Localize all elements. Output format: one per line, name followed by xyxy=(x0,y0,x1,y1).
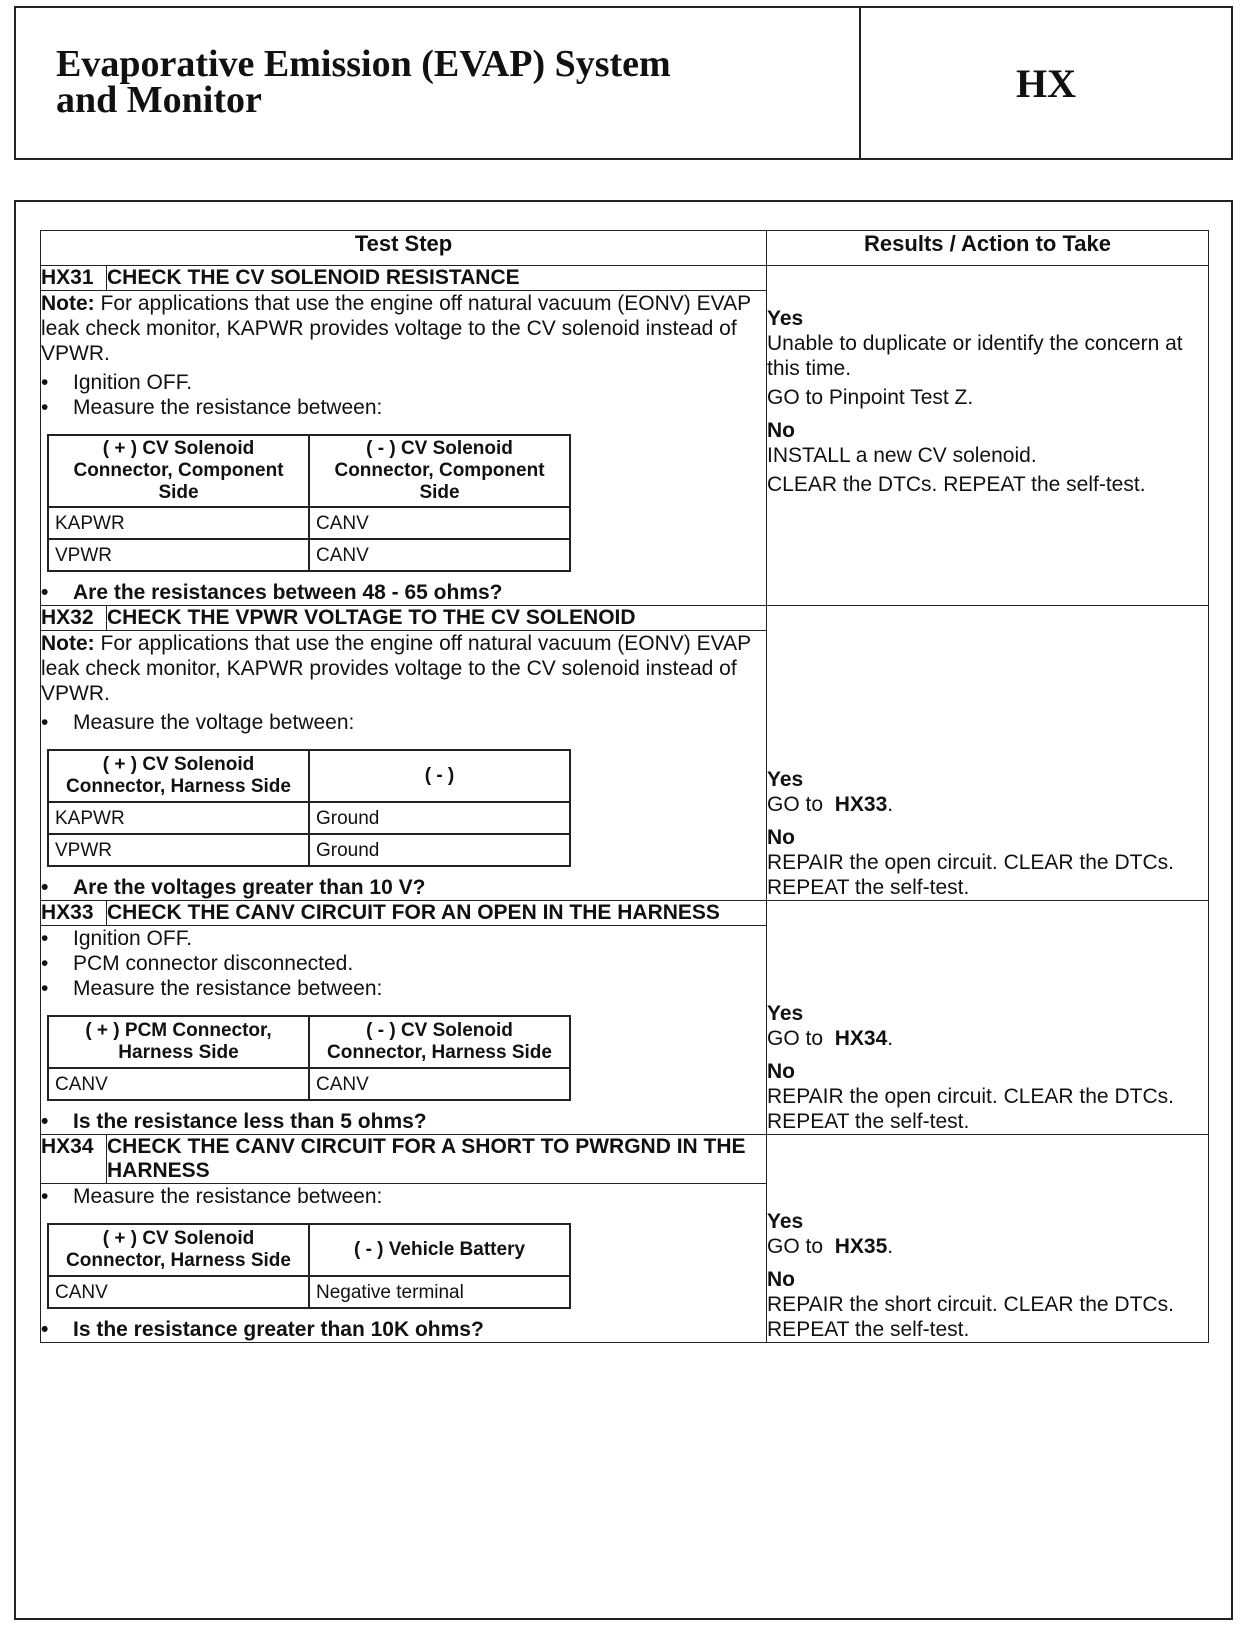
no-label: No xyxy=(767,826,796,849)
sub-header: ( - ) Vehicle Battery xyxy=(309,1224,570,1276)
sub-cell: CANV xyxy=(309,507,570,539)
step-result xyxy=(767,266,1209,606)
go-to-text: GO to xyxy=(767,1235,824,1258)
step-id: HX31 xyxy=(41,266,107,291)
measurement-table xyxy=(47,434,571,572)
no-text: REPAIR the open circuit. CLEAR the DTCs. REPEAT the self-test. xyxy=(767,851,1174,899)
note-text: For applications that use the engine off natural vacuum (EONV) EVAP leak check monitor, KAPWR provides voltage to the CV solenoid instead of VPWR. xyxy=(41,632,751,705)
sub-cell: CANV xyxy=(309,1068,570,1100)
step-id: HX32 xyxy=(41,606,107,631)
no-text: REPAIR the short circuit. CLEAR the DTCs. REPEAT the self-test. xyxy=(767,1293,1174,1341)
step-body xyxy=(41,291,767,606)
yes-label: Yes xyxy=(767,768,804,791)
sub-cell: KAPWR xyxy=(48,802,309,834)
test-step-table xyxy=(40,230,1209,1343)
sub-cell: Ground xyxy=(309,802,570,834)
step-body xyxy=(41,631,767,901)
step-id: HX33 xyxy=(41,901,107,926)
question: • Are the voltages greater than 10 V? xyxy=(41,875,766,900)
step-ref-link[interactable]: HX33 xyxy=(834,793,888,816)
step-body xyxy=(41,1184,767,1343)
section-code: HX xyxy=(1016,60,1076,106)
results-header: Results / Action to Take xyxy=(767,231,1209,266)
go-to-text: GO to xyxy=(767,1027,824,1050)
yes-text: Unable to duplicate or identify the concern at this time. xyxy=(767,332,1183,380)
measurement-table xyxy=(47,1223,571,1309)
sub-header: ( + ) CV Solenoid Connector, Component Side xyxy=(48,435,309,507)
measurement-table xyxy=(47,749,571,867)
step-ref-link[interactable]: HX34 xyxy=(834,1027,888,1050)
bullet-item: • PCM connector disconnected. xyxy=(41,951,766,976)
question: • Is the resistance greater than 10K ohms? xyxy=(41,1317,766,1342)
no-label: No xyxy=(767,1268,796,1291)
title-line-1: Evaporative Emission (EVAP) System xyxy=(56,43,671,85)
yes-text: GO to HX33. xyxy=(767,793,894,816)
bullet-item: • Ignition OFF. xyxy=(41,926,766,951)
sub-header: ( + ) CV Solenoid Connector, Harness Side xyxy=(48,750,309,802)
page-title xyxy=(16,8,861,158)
sub-header: ( - ) CV Solenoid Connector, Harness Side xyxy=(309,1016,570,1068)
note-text: For applications that use the engine off natural vacuum (EONV) EVAP leak check monitor, KAPWR provides voltage to the CV solenoid instead of VPWR. xyxy=(41,292,751,365)
question: • Are the resistances between 48 - 65 ohms? xyxy=(41,580,766,605)
sub-cell: VPWR xyxy=(48,834,309,866)
sub-cell: KAPWR xyxy=(48,507,309,539)
title-line-2: and Monitor xyxy=(56,79,262,121)
sub-cell: Negative terminal xyxy=(309,1276,570,1308)
step-id: HX34 xyxy=(41,1135,107,1184)
measurement-table xyxy=(47,1015,571,1101)
yes-text: GO to HX34. xyxy=(767,1027,894,1050)
step-title: CHECK THE CANV CIRCUIT FOR AN OPEN IN THE HARNESS xyxy=(107,901,767,926)
bullet-item: • Measure the resistance between: xyxy=(41,1184,766,1209)
sub-cell: CANV xyxy=(48,1068,309,1100)
step-body xyxy=(41,926,767,1135)
sub-cell: VPWR xyxy=(48,539,309,571)
go-to-text: GO to xyxy=(767,793,824,816)
sub-header: ( + ) PCM Connector, Harness Side xyxy=(48,1016,309,1068)
step-row xyxy=(41,266,1209,291)
test-step-header: Test Step xyxy=(41,231,767,266)
no-label: No xyxy=(767,419,796,442)
sub-header: ( - ) CV Solenoid Connector, Component Side xyxy=(309,435,570,507)
note xyxy=(41,291,766,366)
bullet-item: • Measure the voltage between: xyxy=(41,710,766,735)
note-label: Note: xyxy=(41,292,95,315)
bullet-item: • Ignition OFF. xyxy=(41,370,766,395)
no-text: INSTALL a new CV solenoid. xyxy=(767,444,1037,467)
yes-label: Yes xyxy=(767,307,804,330)
no-text: REPAIR the open circuit. CLEAR the DTCs. REPEAT the self-test. xyxy=(767,1085,1174,1133)
note xyxy=(41,631,766,706)
no-action: CLEAR the DTCs. REPEAT the self-test. xyxy=(767,473,1146,496)
no-label: No xyxy=(767,1060,796,1083)
sub-cell: CANV xyxy=(309,539,570,571)
page-header xyxy=(14,6,1233,160)
yes-label: Yes xyxy=(767,1210,804,1233)
question: • Is the resistance less than 5 ohms? xyxy=(41,1109,766,1134)
bullet-item: • Measure the resistance between: xyxy=(41,976,766,1001)
bullet-item: • Measure the resistance between: xyxy=(41,395,766,420)
yes-label: Yes xyxy=(767,1002,804,1025)
yes-text: GO to HX35. xyxy=(767,1235,894,1258)
sub-header: ( + ) CV Solenoid Connector, Harness Side xyxy=(48,1224,309,1276)
sub-cell: CANV xyxy=(48,1276,309,1308)
yes-action: GO to Pinpoint Test Z. xyxy=(767,386,974,409)
step-title: CHECK THE CANV CIRCUIT FOR A SHORT TO PWRGND IN THE HARNESS xyxy=(107,1135,767,1184)
step-ref-link[interactable]: HX35 xyxy=(834,1235,888,1258)
sub-header: ( - ) xyxy=(309,750,570,802)
step-result xyxy=(767,606,1209,901)
step-title: CHECK THE CV SOLENOID RESISTANCE xyxy=(107,266,767,291)
sub-cell: Ground xyxy=(309,834,570,866)
step-title: CHECK THE VPWR VOLTAGE TO THE CV SOLENOID xyxy=(107,606,767,631)
step-result xyxy=(767,1135,1209,1343)
step-result xyxy=(767,901,1209,1135)
note-label: Note: xyxy=(41,632,95,655)
